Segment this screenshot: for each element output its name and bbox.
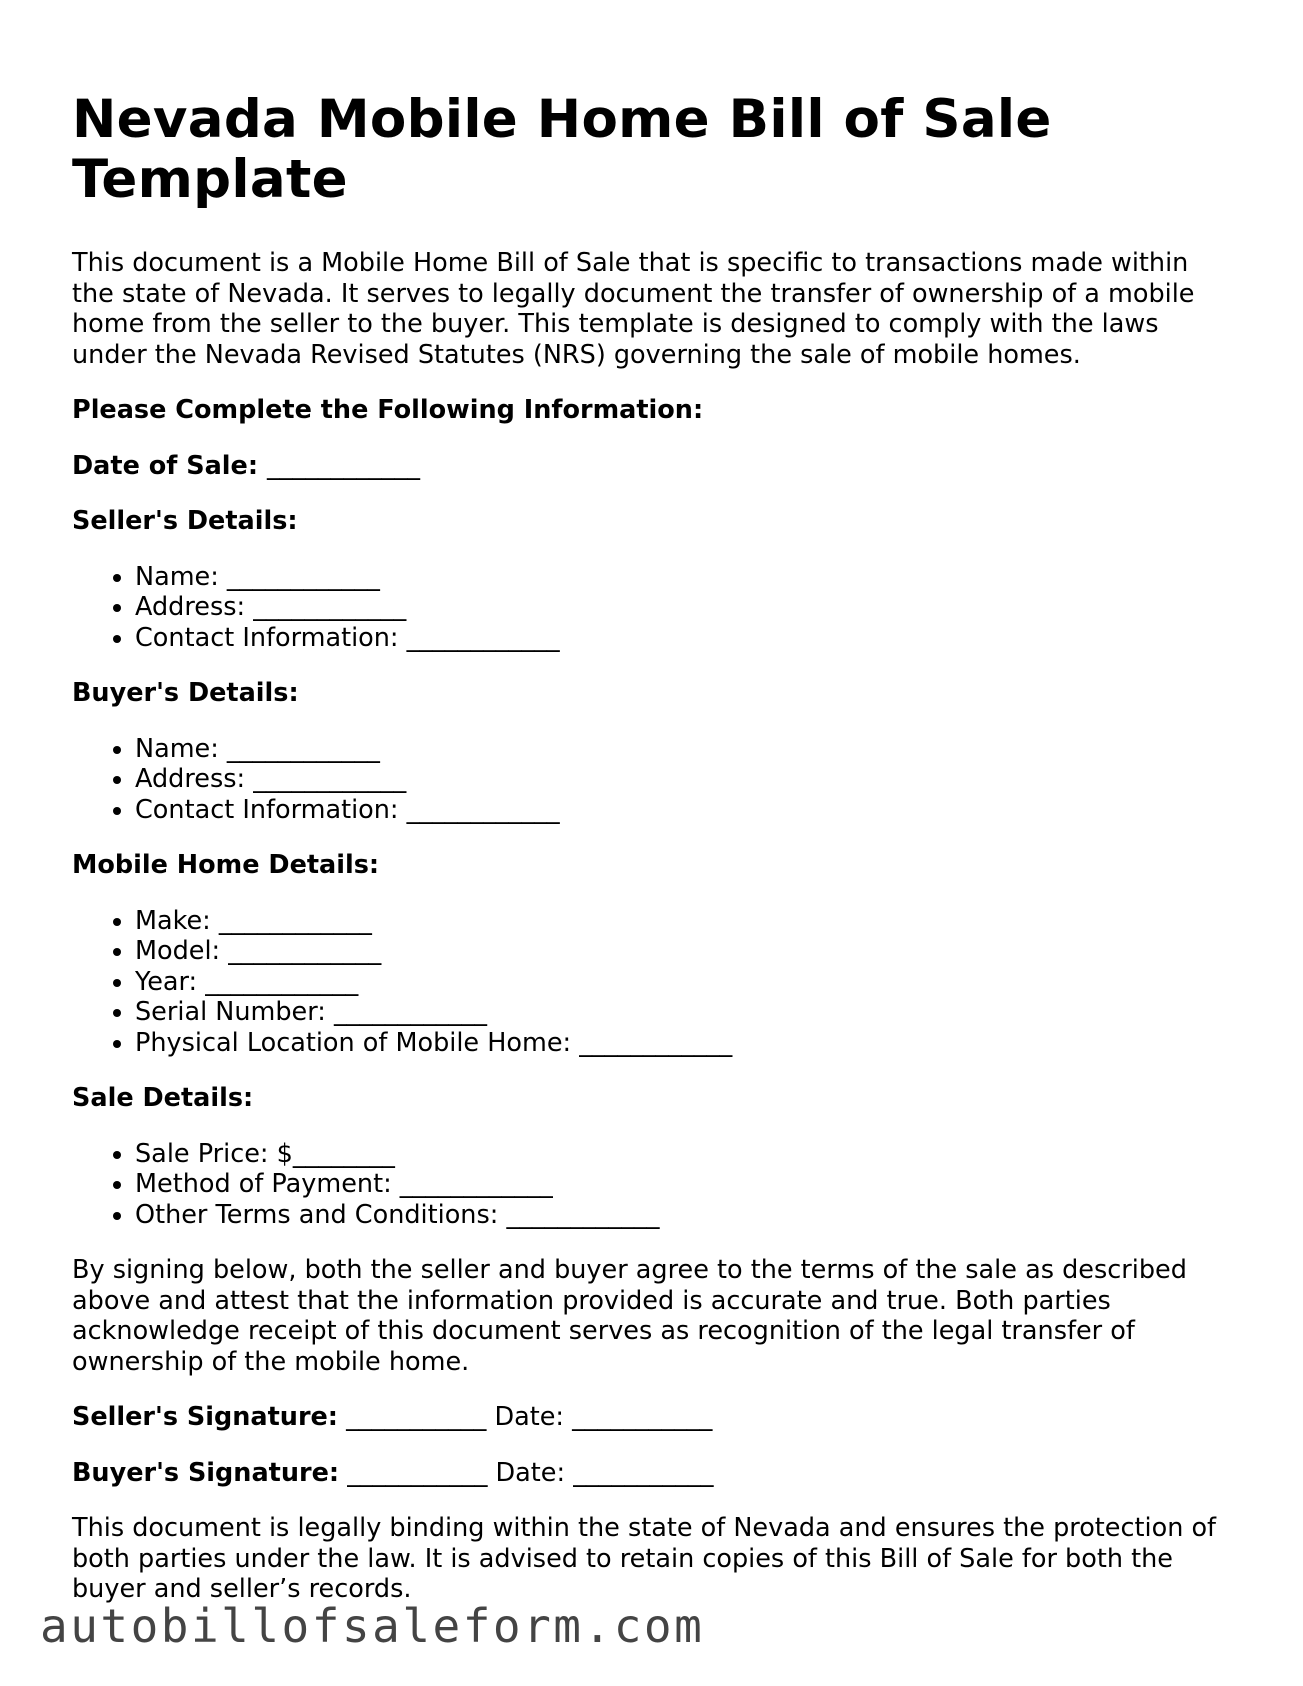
mobile-home-model-field: • Model: ____________ [135,936,1232,967]
sale-details-list [72,1139,1232,1231]
date-of-sale-line [72,451,1232,482]
buyer-address-field: • Address: ____________ [135,764,1232,795]
seller-contact-field: • Contact Information: ____________ [135,623,1232,654]
mobile-home-location-field: • Physical Location of Mobile Home: ____________ [135,1028,1232,1059]
document-page [72,90,1232,1605]
buyer-contact-field: • Contact Information: ____________ [135,795,1232,826]
mobile-home-make-field: • Make: ____________ [135,906,1232,937]
seller-details-heading: Seller's Details: [72,506,298,536]
instructions-heading: Please Complete the Following Information: [72,395,704,425]
mobile-home-year-field: • Year: ____________ [135,967,1232,998]
other-terms-field: • Other Terms and Conditions: ____________ [135,1200,1232,1231]
date-of-sale-blank: ____________ [266,450,420,481]
buyer-signature-blank: ___________ [347,1457,488,1488]
document-title: Nevada Mobile Home Bill of Sale Template [72,89,1052,210]
mobile-home-serial-field: • Serial Number: ____________ [135,997,1232,1028]
seller-name-field: • Name: ____________ [135,562,1232,593]
seller-signature-line [72,1402,1232,1433]
date-of-sale-label: Date of Sale: [72,450,259,481]
buyer-details-heading: Buyer's Details: [72,678,299,708]
sale-price-field: • Sale Price: $________ [135,1139,1232,1170]
sale-details-heading: Sale Details: [72,1083,254,1113]
seller-signature-date-label: Date: [494,1402,565,1432]
seller-details-list [72,562,1232,654]
mobile-home-details-list [72,906,1232,1059]
legal-notice-paragraph: This document is legally binding within the state of Nevada and ensures the protection of both parties under the law. It is advised to retain copies of this Bill of Sale for both the buyer and seller’s records. [72,1513,1217,1604]
payment-method-field: • Method of Payment: ____________ [135,1169,1232,1200]
watermark: autobillofsaleform.com [40,1599,705,1653]
seller-signature-blank: ___________ [346,1402,487,1432]
buyer-signature-date-label: Date: [495,1457,566,1488]
seller-address-field: • Address: ____________ [135,592,1232,623]
buyer-name-field: • Name: ____________ [135,734,1232,765]
buyer-signature-line [72,1458,1232,1489]
buyer-details-list [72,734,1232,826]
seller-signature-date-blank: ___________ [572,1402,713,1432]
mobile-home-details-heading: Mobile Home Details: [72,850,380,880]
buyer-signature-label: Buyer's Signature: [72,1457,340,1488]
seller-signature-label: Seller's Signature: [72,1402,339,1432]
intro-paragraph: This document is a Mobile Home Bill of Sale that is specific to transactions made within the state of Nevada. It serves to legally document the transfer of ownership of a mobile home from the seller to the buyer. This template is designed to comply with the laws under the Nevada Revised Statutes (NRS) governing the sale of mobile homes. [72,248,1195,370]
agreement-paragraph: By signing below, both the seller and buyer agree to the terms of the sale as described above and attest that the information provided is accurate and true. Both parties acknowledge receipt of this document serves as recognition of the legal transfer of ownership of the mobile home. [72,1255,1187,1377]
buyer-signature-date-blank: ___________ [573,1457,714,1488]
